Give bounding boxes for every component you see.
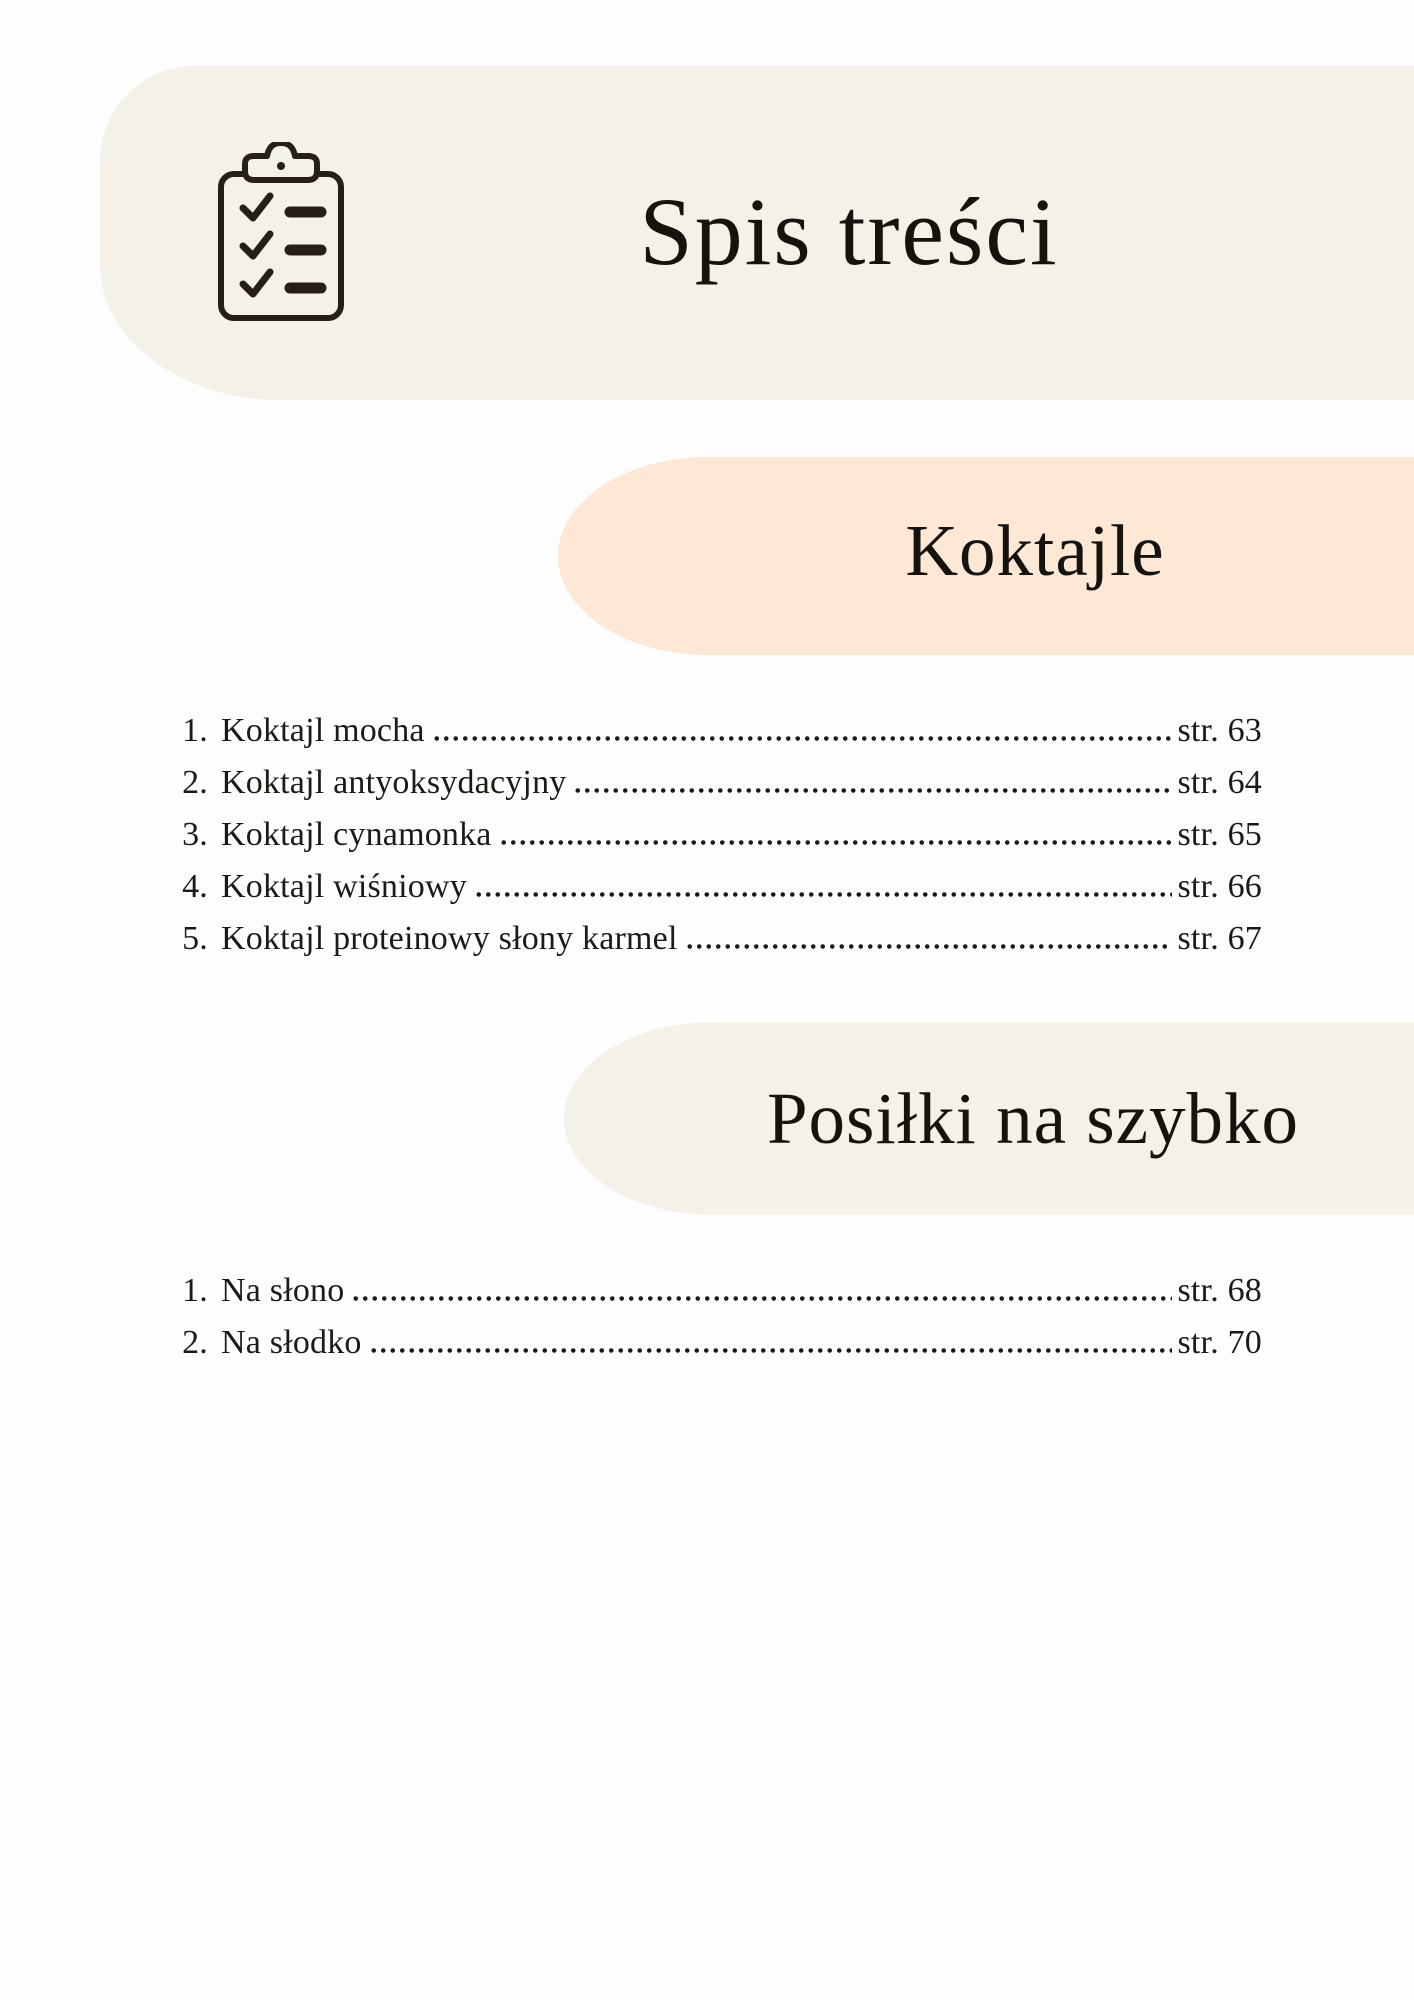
entry-number: 3. [182, 816, 208, 853]
toc-entry[interactable] [178, 1265, 1262, 1317]
entry-number: 5. [182, 920, 208, 957]
dot-leader [573, 788, 1172, 793]
entry-number: 1. [182, 712, 208, 749]
entry-page: str. 68 [1177, 1272, 1262, 1309]
entry-page: str. 64 [1177, 764, 1262, 801]
entry-title: Na słono [221, 1272, 345, 1309]
dot-leader [432, 736, 1173, 741]
toc-entry[interactable] [178, 757, 1262, 809]
toc-entry[interactable] [178, 809, 1262, 861]
entry-title: Koktajl cynamonka [221, 816, 492, 853]
dot-leader [685, 944, 1173, 949]
entry-number: 2. [182, 764, 208, 801]
page-title: Spis treści [639, 178, 1059, 285]
entry-title: Koktajl antyoksydacyjny [221, 764, 567, 801]
toc-list-posilki [178, 1265, 1262, 1369]
toc-list-koktajle [178, 705, 1262, 965]
dot-leader [369, 1348, 1173, 1353]
entry-page: str. 66 [1177, 868, 1262, 905]
dot-leader [351, 1296, 1172, 1301]
clipboard-checklist-icon [217, 142, 345, 322]
entry-page: str. 63 [1177, 712, 1262, 749]
toc-entry[interactable] [178, 705, 1262, 757]
entry-number: 1. [182, 1272, 208, 1309]
entry-page: str. 70 [1177, 1324, 1262, 1361]
entry-title: Na słodko [221, 1324, 362, 1361]
entry-number: 2. [182, 1324, 208, 1361]
entry-page: str. 65 [1177, 816, 1262, 853]
section-heading-posilki: Posiłki na szybko [766, 1078, 1300, 1159]
entry-title: Koktajl wiśniowy [221, 868, 467, 905]
entry-title: Koktajl mocha [221, 712, 425, 749]
entry-page: str. 67 [1177, 920, 1262, 957]
toc-entry[interactable] [178, 913, 1262, 965]
entry-title: Koktajl proteinowy słony karmel [221, 920, 678, 957]
toc-entry[interactable] [178, 1317, 1262, 1369]
dot-leader [499, 840, 1173, 845]
dot-leader [474, 892, 1173, 897]
entry-number: 4. [182, 868, 208, 905]
toc-entry[interactable] [178, 861, 1262, 913]
section-heading-koktajle: Koktajle [905, 510, 1165, 591]
